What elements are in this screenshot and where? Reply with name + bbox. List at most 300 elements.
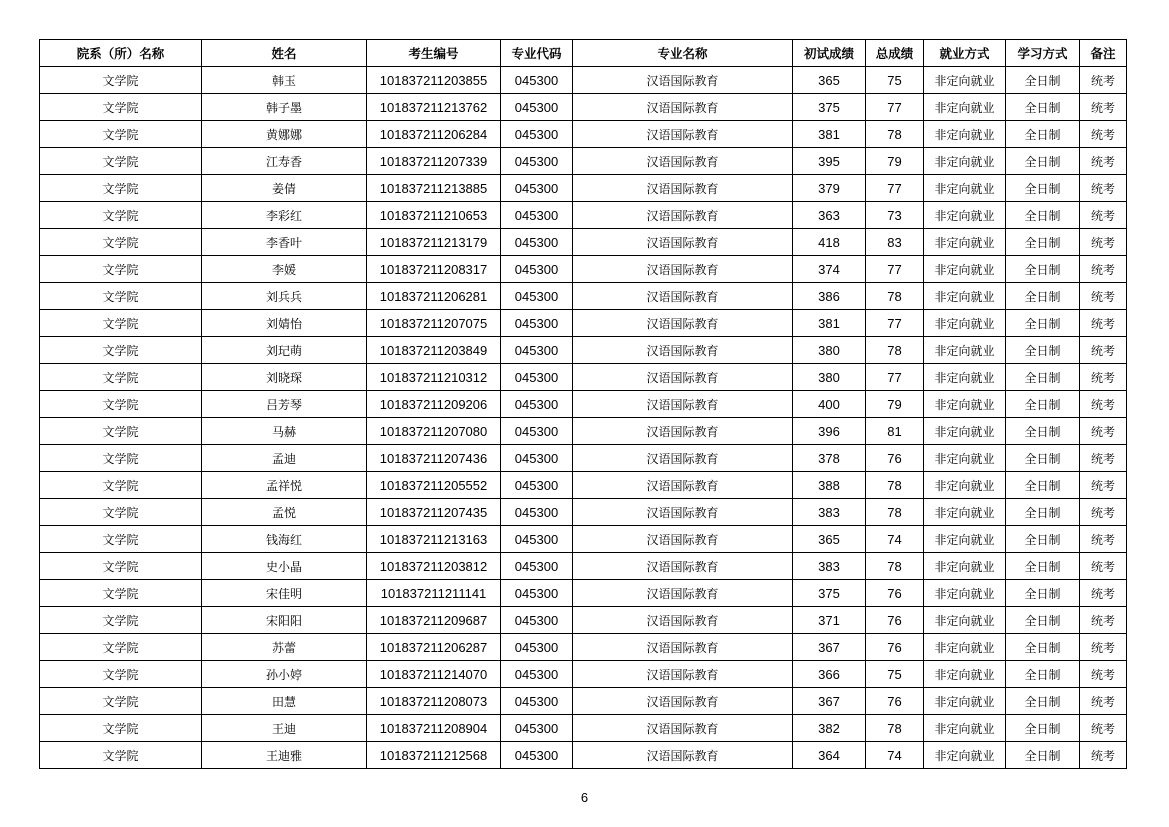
cell-study-mode: 全日制 — [1006, 121, 1080, 148]
cell-major-code: 045300 — [501, 310, 573, 337]
cell-major-name: 汉语国际教育 — [573, 715, 793, 742]
cell-major-code: 045300 — [501, 337, 573, 364]
cell-name: 王迪 — [202, 715, 367, 742]
cell-candidate-id: 101837211203855 — [367, 67, 501, 94]
cell-total-score: 75 — [866, 67, 924, 94]
cell-candidate-id: 101837211207436 — [367, 445, 501, 472]
cell-study-mode: 全日制 — [1006, 148, 1080, 175]
cell-remarks: 统考 — [1080, 94, 1127, 121]
cell-major-name: 汉语国际教育 — [573, 148, 793, 175]
cell-study-mode: 全日制 — [1006, 607, 1080, 634]
cell-candidate-id: 101837211213179 — [367, 229, 501, 256]
cell-remarks: 统考 — [1080, 337, 1127, 364]
header-remarks: 备注 — [1080, 40, 1127, 67]
cell-name: 宋阳阳 — [202, 607, 367, 634]
cell-total-score: 81 — [866, 418, 924, 445]
cell-major-code: 045300 — [501, 418, 573, 445]
cell-total-score: 76 — [866, 607, 924, 634]
cell-study-mode: 全日制 — [1006, 337, 1080, 364]
cell-department: 文学院 — [40, 472, 202, 499]
cell-initial-score: 365 — [793, 67, 866, 94]
cell-candidate-id: 101837211207075 — [367, 310, 501, 337]
cell-initial-score: 383 — [793, 553, 866, 580]
cell-name: 宋佳明 — [202, 580, 367, 607]
table-body — [40, 67, 1127, 769]
cell-major-name: 汉语国际教育 — [573, 607, 793, 634]
cell-major-name: 汉语国际教育 — [573, 553, 793, 580]
cell-name: 刘兵兵 — [202, 283, 367, 310]
cell-study-mode: 全日制 — [1006, 580, 1080, 607]
cell-candidate-id: 101837211206281 — [367, 283, 501, 310]
cell-study-mode: 全日制 — [1006, 283, 1080, 310]
cell-major-code: 045300 — [501, 121, 573, 148]
cell-name: 钱海红 — [202, 526, 367, 553]
cell-employment-type: 非定向就业 — [924, 94, 1006, 121]
cell-candidate-id: 101837211210312 — [367, 364, 501, 391]
cell-candidate-id: 101837211207080 — [367, 418, 501, 445]
cell-department: 文学院 — [40, 688, 202, 715]
table-row — [40, 553, 1127, 580]
admission-table — [39, 39, 1127, 769]
cell-major-code: 045300 — [501, 742, 573, 769]
cell-initial-score: 381 — [793, 310, 866, 337]
cell-employment-type: 非定向就业 — [924, 148, 1006, 175]
cell-department: 文学院 — [40, 661, 202, 688]
cell-major-code: 045300 — [501, 94, 573, 121]
table-row — [40, 256, 1127, 283]
cell-major-code: 045300 — [501, 661, 573, 688]
cell-employment-type: 非定向就业 — [924, 580, 1006, 607]
table-row — [40, 67, 1127, 94]
cell-department: 文学院 — [40, 202, 202, 229]
table-row — [40, 391, 1127, 418]
cell-name: 孟悦 — [202, 499, 367, 526]
cell-name: 韩子墨 — [202, 94, 367, 121]
header-employment-type: 就业方式 — [924, 40, 1006, 67]
cell-remarks: 统考 — [1080, 607, 1127, 634]
cell-remarks: 统考 — [1080, 688, 1127, 715]
cell-candidate-id: 101837211203812 — [367, 553, 501, 580]
cell-study-mode: 全日制 — [1006, 634, 1080, 661]
cell-total-score: 77 — [866, 364, 924, 391]
cell-major-code: 045300 — [501, 67, 573, 94]
cell-remarks: 统考 — [1080, 445, 1127, 472]
cell-remarks: 统考 — [1080, 256, 1127, 283]
cell-name: 姜倩 — [202, 175, 367, 202]
cell-initial-score: 367 — [793, 634, 866, 661]
table-row — [40, 715, 1127, 742]
cell-remarks: 统考 — [1080, 67, 1127, 94]
cell-total-score: 77 — [866, 175, 924, 202]
table-row — [40, 499, 1127, 526]
cell-major-code: 045300 — [501, 283, 573, 310]
cell-remarks: 统考 — [1080, 472, 1127, 499]
cell-total-score: 76 — [866, 634, 924, 661]
cell-total-score: 78 — [866, 472, 924, 499]
cell-major-name: 汉语国际教育 — [573, 175, 793, 202]
cell-total-score: 77 — [866, 310, 924, 337]
cell-employment-type: 非定向就业 — [924, 364, 1006, 391]
cell-candidate-id: 101837211208904 — [367, 715, 501, 742]
cell-department: 文学院 — [40, 148, 202, 175]
cell-initial-score: 375 — [793, 580, 866, 607]
cell-name: 刘晓琛 — [202, 364, 367, 391]
cell-department: 文学院 — [40, 121, 202, 148]
cell-major-name: 汉语国际教育 — [573, 580, 793, 607]
cell-major-name: 汉语国际教育 — [573, 499, 793, 526]
cell-remarks: 统考 — [1080, 715, 1127, 742]
table-row — [40, 742, 1127, 769]
cell-department: 文学院 — [40, 634, 202, 661]
cell-remarks: 统考 — [1080, 202, 1127, 229]
cell-name: 吕芳琴 — [202, 391, 367, 418]
cell-initial-score: 383 — [793, 499, 866, 526]
cell-study-mode: 全日制 — [1006, 310, 1080, 337]
table-row — [40, 445, 1127, 472]
cell-major-code: 045300 — [501, 364, 573, 391]
cell-study-mode: 全日制 — [1006, 364, 1080, 391]
cell-employment-type: 非定向就业 — [924, 175, 1006, 202]
cell-department: 文学院 — [40, 175, 202, 202]
cell-total-score: 77 — [866, 256, 924, 283]
cell-major-name: 汉语国际教育 — [573, 310, 793, 337]
cell-major-code: 045300 — [501, 472, 573, 499]
cell-major-name: 汉语国际教育 — [573, 742, 793, 769]
header-candidate-id: 考生编号 — [367, 40, 501, 67]
cell-candidate-id: 101837211209687 — [367, 607, 501, 634]
cell-study-mode: 全日制 — [1006, 229, 1080, 256]
cell-major-name: 汉语国际教育 — [573, 445, 793, 472]
cell-major-code: 045300 — [501, 175, 573, 202]
cell-department: 文学院 — [40, 256, 202, 283]
cell-study-mode: 全日制 — [1006, 661, 1080, 688]
cell-name: 刘婧怡 — [202, 310, 367, 337]
table-row — [40, 283, 1127, 310]
cell-remarks: 统考 — [1080, 283, 1127, 310]
cell-department: 文学院 — [40, 526, 202, 553]
cell-remarks: 统考 — [1080, 526, 1127, 553]
cell-initial-score: 375 — [793, 94, 866, 121]
cell-total-score: 79 — [866, 148, 924, 175]
cell-remarks: 统考 — [1080, 499, 1127, 526]
cell-department: 文学院 — [40, 580, 202, 607]
cell-candidate-id: 101837211206287 — [367, 634, 501, 661]
cell-employment-type: 非定向就业 — [924, 121, 1006, 148]
cell-major-name: 汉语国际教育 — [573, 661, 793, 688]
cell-total-score: 76 — [866, 445, 924, 472]
cell-total-score: 74 — [866, 526, 924, 553]
cell-employment-type: 非定向就业 — [924, 391, 1006, 418]
cell-candidate-id: 101837211211141 — [367, 580, 501, 607]
cell-study-mode: 全日制 — [1006, 553, 1080, 580]
cell-initial-score: 371 — [793, 607, 866, 634]
header-department: 院系（所）名称 — [40, 40, 202, 67]
cell-study-mode: 全日制 — [1006, 499, 1080, 526]
cell-major-code: 045300 — [501, 256, 573, 283]
cell-initial-score: 382 — [793, 715, 866, 742]
cell-employment-type: 非定向就业 — [924, 661, 1006, 688]
cell-employment-type: 非定向就业 — [924, 418, 1006, 445]
cell-initial-score: 418 — [793, 229, 866, 256]
cell-department: 文学院 — [40, 715, 202, 742]
cell-initial-score: 386 — [793, 283, 866, 310]
table-row — [40, 634, 1127, 661]
cell-candidate-id: 101837211210653 — [367, 202, 501, 229]
table-row — [40, 121, 1127, 148]
cell-major-name: 汉语国际教育 — [573, 418, 793, 445]
cell-study-mode: 全日制 — [1006, 202, 1080, 229]
cell-department: 文学院 — [40, 445, 202, 472]
cell-candidate-id: 101837211213762 — [367, 94, 501, 121]
cell-initial-score: 374 — [793, 256, 866, 283]
cell-department: 文学院 — [40, 742, 202, 769]
cell-initial-score: 381 — [793, 121, 866, 148]
cell-major-name: 汉语国际教育 — [573, 202, 793, 229]
cell-major-code: 045300 — [501, 607, 573, 634]
cell-employment-type: 非定向就业 — [924, 688, 1006, 715]
cell-candidate-id: 101837211206284 — [367, 121, 501, 148]
cell-name: 李彩红 — [202, 202, 367, 229]
cell-employment-type: 非定向就业 — [924, 202, 1006, 229]
cell-initial-score: 379 — [793, 175, 866, 202]
cell-remarks: 统考 — [1080, 310, 1127, 337]
cell-department: 文学院 — [40, 607, 202, 634]
cell-department: 文学院 — [40, 67, 202, 94]
cell-initial-score: 388 — [793, 472, 866, 499]
cell-department: 文学院 — [40, 310, 202, 337]
cell-department: 文学院 — [40, 229, 202, 256]
cell-major-name: 汉语国际教育 — [573, 121, 793, 148]
table-row — [40, 310, 1127, 337]
cell-total-score: 76 — [866, 580, 924, 607]
cell-initial-score: 366 — [793, 661, 866, 688]
cell-major-name: 汉语国际教育 — [573, 526, 793, 553]
cell-initial-score: 395 — [793, 148, 866, 175]
cell-name: 孟迪 — [202, 445, 367, 472]
table-row — [40, 526, 1127, 553]
cell-major-name: 汉语国际教育 — [573, 94, 793, 121]
cell-initial-score: 380 — [793, 337, 866, 364]
cell-initial-score: 396 — [793, 418, 866, 445]
cell-employment-type: 非定向就业 — [924, 310, 1006, 337]
cell-employment-type: 非定向就业 — [924, 742, 1006, 769]
table-row — [40, 661, 1127, 688]
cell-candidate-id: 101837211213885 — [367, 175, 501, 202]
header-name: 姓名 — [202, 40, 367, 67]
page-number: 6 — [580, 790, 589, 805]
cell-major-name: 汉语国际教育 — [573, 229, 793, 256]
cell-remarks: 统考 — [1080, 229, 1127, 256]
cell-department: 文学院 — [40, 283, 202, 310]
cell-department: 文学院 — [40, 418, 202, 445]
table-row — [40, 175, 1127, 202]
cell-total-score: 78 — [866, 337, 924, 364]
header-major-name: 专业名称 — [573, 40, 793, 67]
table-row — [40, 607, 1127, 634]
table-row — [40, 148, 1127, 175]
cell-major-name: 汉语国际教育 — [573, 472, 793, 499]
cell-employment-type: 非定向就业 — [924, 472, 1006, 499]
cell-candidate-id: 101837211212568 — [367, 742, 501, 769]
cell-employment-type: 非定向就业 — [924, 553, 1006, 580]
cell-major-code: 045300 — [501, 526, 573, 553]
cell-name: 李媛 — [202, 256, 367, 283]
cell-remarks: 统考 — [1080, 634, 1127, 661]
table-header-row — [40, 40, 1127, 67]
cell-major-code: 045300 — [501, 580, 573, 607]
cell-department: 文学院 — [40, 337, 202, 364]
cell-study-mode: 全日制 — [1006, 526, 1080, 553]
cell-total-score: 75 — [866, 661, 924, 688]
cell-major-code: 045300 — [501, 553, 573, 580]
cell-study-mode: 全日制 — [1006, 175, 1080, 202]
cell-total-score: 78 — [866, 553, 924, 580]
cell-department: 文学院 — [40, 499, 202, 526]
cell-major-name: 汉语国际教育 — [573, 364, 793, 391]
cell-employment-type: 非定向就业 — [924, 256, 1006, 283]
cell-employment-type: 非定向就业 — [924, 445, 1006, 472]
cell-candidate-id: 101837211207339 — [367, 148, 501, 175]
table-row — [40, 202, 1127, 229]
cell-remarks: 统考 — [1080, 661, 1127, 688]
cell-study-mode: 全日制 — [1006, 94, 1080, 121]
cell-initial-score: 380 — [793, 364, 866, 391]
cell-total-score: 83 — [866, 229, 924, 256]
header-study-mode: 学习方式 — [1006, 40, 1080, 67]
cell-department: 文学院 — [40, 391, 202, 418]
table-row — [40, 94, 1127, 121]
cell-department: 文学院 — [40, 553, 202, 580]
cell-major-code: 045300 — [501, 634, 573, 661]
cell-name: 马赫 — [202, 418, 367, 445]
cell-initial-score: 365 — [793, 526, 866, 553]
cell-candidate-id: 101837211208317 — [367, 256, 501, 283]
cell-major-name: 汉语国际教育 — [573, 634, 793, 661]
cell-study-mode: 全日制 — [1006, 391, 1080, 418]
cell-initial-score: 400 — [793, 391, 866, 418]
cell-name: 刘玘萌 — [202, 337, 367, 364]
cell-candidate-id: 101837211209206 — [367, 391, 501, 418]
cell-employment-type: 非定向就业 — [924, 634, 1006, 661]
cell-total-score: 74 — [866, 742, 924, 769]
cell-major-name: 汉语国际教育 — [573, 337, 793, 364]
cell-major-code: 045300 — [501, 499, 573, 526]
cell-total-score: 79 — [866, 391, 924, 418]
table-row — [40, 364, 1127, 391]
cell-remarks: 统考 — [1080, 553, 1127, 580]
cell-major-name: 汉语国际教育 — [573, 67, 793, 94]
cell-employment-type: 非定向就业 — [924, 283, 1006, 310]
cell-name: 李香叶 — [202, 229, 367, 256]
cell-major-name: 汉语国际教育 — [573, 256, 793, 283]
cell-candidate-id: 101837211207435 — [367, 499, 501, 526]
cell-employment-type: 非定向就业 — [924, 229, 1006, 256]
table-row — [40, 418, 1127, 445]
cell-total-score: 76 — [866, 688, 924, 715]
cell-name: 苏蕾 — [202, 634, 367, 661]
table-row — [40, 337, 1127, 364]
cell-major-name: 汉语国际教育 — [573, 688, 793, 715]
cell-total-score: 78 — [866, 121, 924, 148]
cell-initial-score: 364 — [793, 742, 866, 769]
table-row — [40, 472, 1127, 499]
cell-study-mode: 全日制 — [1006, 445, 1080, 472]
cell-total-score: 73 — [866, 202, 924, 229]
cell-employment-type: 非定向就业 — [924, 607, 1006, 634]
table-row — [40, 229, 1127, 256]
cell-department: 文学院 — [40, 364, 202, 391]
cell-name: 孙小婷 — [202, 661, 367, 688]
cell-name: 史小晶 — [202, 553, 367, 580]
cell-candidate-id: 101837211203849 — [367, 337, 501, 364]
cell-major-code: 045300 — [501, 715, 573, 742]
cell-study-mode: 全日制 — [1006, 418, 1080, 445]
cell-employment-type: 非定向就业 — [924, 499, 1006, 526]
cell-remarks: 统考 — [1080, 148, 1127, 175]
table-row — [40, 580, 1127, 607]
cell-initial-score: 378 — [793, 445, 866, 472]
header-initial-score: 初试成绩 — [793, 40, 866, 67]
cell-remarks: 统考 — [1080, 391, 1127, 418]
cell-name: 孟祥悦 — [202, 472, 367, 499]
cell-major-code: 045300 — [501, 229, 573, 256]
cell-candidate-id: 101837211214070 — [367, 661, 501, 688]
cell-name: 王迪雅 — [202, 742, 367, 769]
cell-name: 田慧 — [202, 688, 367, 715]
cell-initial-score: 367 — [793, 688, 866, 715]
cell-major-code: 045300 — [501, 391, 573, 418]
table-row — [40, 688, 1127, 715]
cell-employment-type: 非定向就业 — [924, 715, 1006, 742]
cell-department: 文学院 — [40, 94, 202, 121]
cell-major-code: 045300 — [501, 202, 573, 229]
cell-candidate-id: 101837211213163 — [367, 526, 501, 553]
cell-study-mode: 全日制 — [1006, 256, 1080, 283]
cell-candidate-id: 101837211205552 — [367, 472, 501, 499]
cell-major-name: 汉语国际教育 — [573, 391, 793, 418]
cell-remarks: 统考 — [1080, 742, 1127, 769]
cell-major-name: 汉语国际教育 — [573, 283, 793, 310]
cell-study-mode: 全日制 — [1006, 67, 1080, 94]
cell-major-code: 045300 — [501, 445, 573, 472]
cell-employment-type: 非定向就业 — [924, 337, 1006, 364]
cell-remarks: 统考 — [1080, 580, 1127, 607]
cell-initial-score: 363 — [793, 202, 866, 229]
cell-total-score: 78 — [866, 283, 924, 310]
cell-study-mode: 全日制 — [1006, 472, 1080, 499]
cell-total-score: 78 — [866, 715, 924, 742]
cell-name: 韩玉 — [202, 67, 367, 94]
cell-name: 黄娜娜 — [202, 121, 367, 148]
cell-remarks: 统考 — [1080, 364, 1127, 391]
cell-study-mode: 全日制 — [1006, 715, 1080, 742]
header-major-code: 专业代码 — [501, 40, 573, 67]
cell-remarks: 统考 — [1080, 175, 1127, 202]
cell-total-score: 78 — [866, 499, 924, 526]
cell-employment-type: 非定向就业 — [924, 67, 1006, 94]
cell-candidate-id: 101837211208073 — [367, 688, 501, 715]
cell-study-mode: 全日制 — [1006, 688, 1080, 715]
cell-major-code: 045300 — [501, 688, 573, 715]
cell-total-score: 77 — [866, 94, 924, 121]
cell-remarks: 统考 — [1080, 121, 1127, 148]
cell-name: 江寿香 — [202, 148, 367, 175]
cell-employment-type: 非定向就业 — [924, 526, 1006, 553]
cell-remarks: 统考 — [1080, 418, 1127, 445]
header-total-score: 总成绩 — [866, 40, 924, 67]
cell-study-mode: 全日制 — [1006, 742, 1080, 769]
cell-major-code: 045300 — [501, 148, 573, 175]
